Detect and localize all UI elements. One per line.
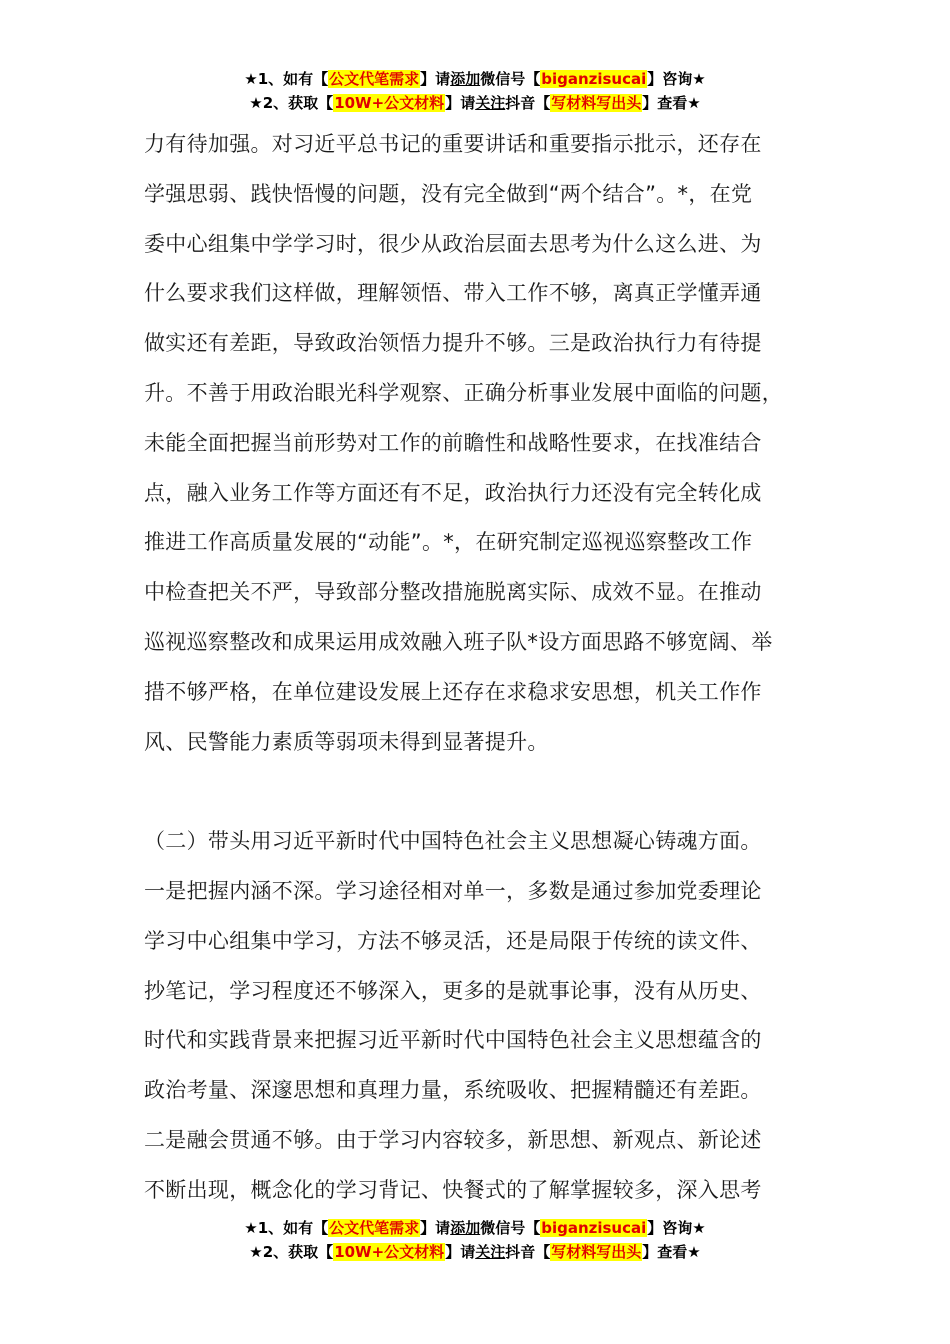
text-line: 巡视巡察整改和成果运用成效融入班子队*设方面思路不够宽阔、举	[144, 629, 773, 654]
notice-line-1: ★1、如有【公文代笔需求】请添加微信号【biganzisucai】咨询★	[244, 70, 706, 88]
text-line: 升。不善于用政治眼光科学观察、正确分析事业发展中面临的问题，	[144, 380, 783, 405]
highlight-douyin-id: 写材料写出头	[551, 94, 642, 112]
text-line: 中检查把关不严，导致部分整改措施脱离实际、成效不显。在推动	[144, 580, 762, 605]
footer-notice	[0, 1216, 950, 1264]
text-line: 政治考量、深邃思想和真理力量，系统吸收、把握精髓还有差距。	[144, 1078, 762, 1103]
text-line: 力有待加强。对习近平总书记的重要讲话和重要指示批示，还存在	[144, 132, 762, 156]
text-line: 一是把握内涵不深。学习途径相对单一，多数是通过参加党委理论	[144, 878, 762, 903]
text-line: 做实还有差距，导致政治领悟力提升不够。三是政治执行力有待提	[144, 331, 762, 356]
text-line: 什么要求我们这样做，理解领悟、带入工作不够，离真正学懂弄通	[144, 281, 762, 306]
text-line: 二是融会贯通不够。由于学习内容较多，新思想、新观点、新论述	[144, 1127, 762, 1152]
notice-line-2: ★2、获取【10W+公文材料】请关注抖音【写材料写出头】查看★	[249, 1243, 701, 1261]
highlight-materials: 10W+公文材料	[334, 94, 445, 112]
text-line: 点，融入业务工作等方面还有不足，政治执行力还没有完全转化成	[144, 480, 762, 505]
notice-line-1: ★1、如有【公文代笔需求】请添加微信号【biganzisucai】咨询★	[244, 1219, 706, 1237]
text-line: 推进工作高质量发展的“动能”。*，在研究制定巡视巡察整改工作	[144, 530, 753, 555]
document-body	[144, 120, 834, 1216]
text-line: 抄笔记，学习程度还不够深入，更多的是就事论事，没有从历史、	[144, 978, 762, 1003]
highlight-wechat-id: biganzisucai	[541, 1219, 647, 1237]
paragraph-gap	[144, 767, 834, 817]
paragraph-part-1	[144, 120, 834, 767]
text-line: 时代和实践背景来把握习近平新时代中国特色社会主义思想蕴含的	[144, 1028, 762, 1053]
paragraph-part-2	[144, 817, 834, 1215]
text-line: 学习中心组集中学习，方法不够灵活，还是局限于传统的读文件、	[144, 928, 762, 953]
text-line: 委中心组集中学学习时，很少从政治层面去思考为什么这么进、为	[144, 231, 762, 256]
highlight-service: 公文代笔需求	[329, 70, 420, 88]
highlight-service: 公文代笔需求	[329, 1219, 420, 1237]
text-line: 不断出现，概念化的学习背记、快餐式的了解掌握较多，深入思考	[144, 1177, 762, 1202]
notice-line-2: ★2、获取【10W+公文材料】请关注抖音【写材料写出头】查看★	[249, 94, 701, 112]
highlight-materials: 10W+公文材料	[334, 1243, 445, 1261]
header-notice	[0, 67, 950, 115]
text-line: 未能全面把握当前形势对工作的前瞻性和战略性要求，在找准结合	[144, 430, 762, 455]
highlight-wechat-id: biganzisucai	[541, 70, 647, 88]
highlight-douyin-id: 写材料写出头	[551, 1243, 642, 1261]
text-line: 学强思弱、践快悟慢的问题，没有完全做到“两个结合”。*，在党	[144, 181, 753, 206]
section-heading: （二）带头用习近平新时代中国特色社会主义思想凝心铸魂方面。	[144, 829, 762, 854]
text-line: 措不够严格，在单位建设发展上还存在求稳求安思想，机关工作作	[144, 679, 762, 704]
text-line: 风、民警能力素质等弱项未得到显著提升。	[144, 729, 549, 754]
